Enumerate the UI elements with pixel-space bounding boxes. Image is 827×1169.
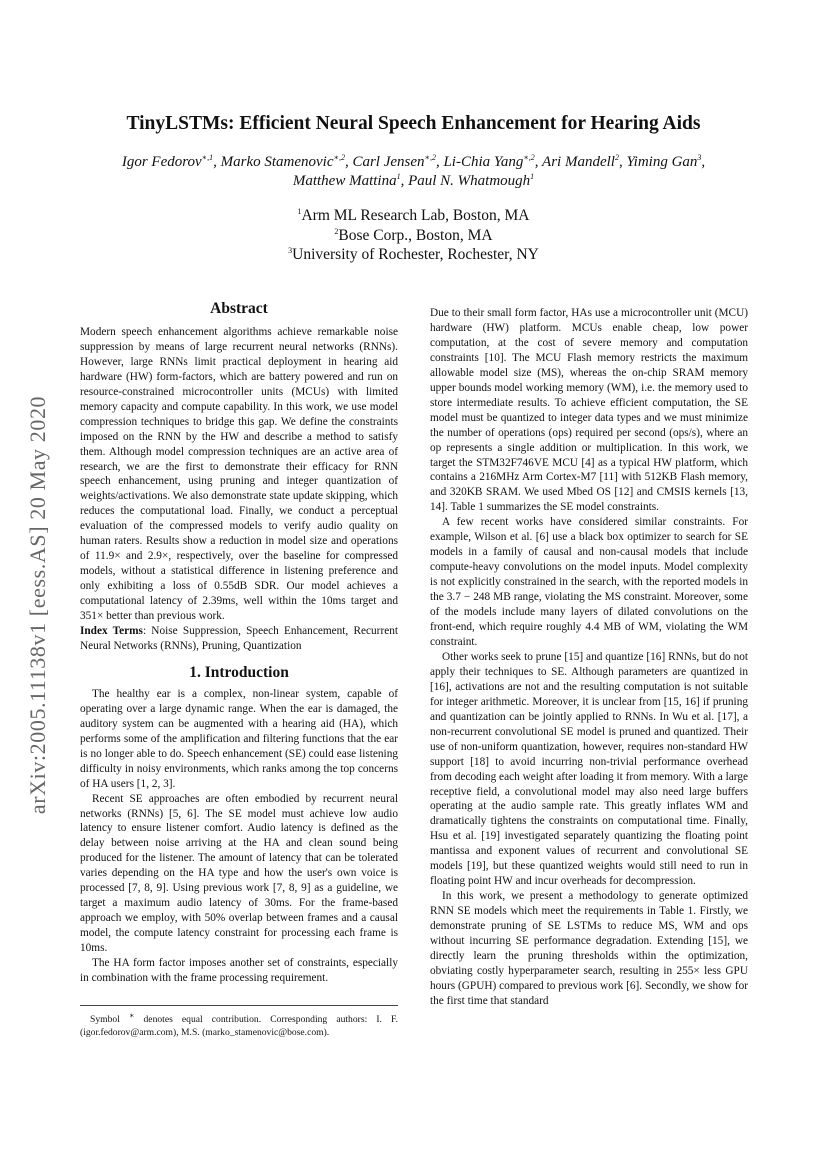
body-paragraph: A few recent works have considered similar constraints. For example, Wilson et al. [6] use a black box optimizer to search for SE models in a family of causal and non-causal models that include compute-heavy convolutions on the model inputs. Model complexity is not explicitly constrained in the search, with the reported models in the 3.7 − 248 MB range, violating the MS constraint. Moreover, some of the models include many layers of dilated convolutions on the front-end, which require roughly 4.4 MB of WM, violating the WM constraint. — [430, 516, 748, 648]
affiliation-3: $^3$University of Rochester, Rochester, NY — [288, 245, 539, 263]
author-list — [75, 153, 752, 191]
body-paragraph: Due to their small form factor, HAs use a microcontroller unit (MCU) hardware (HW) platform. MCUs enable cheap, low power computation, at the cost of severe memory and computation constraints [10]. The MCU Flash memory restricts the maximum allowable model size (MS), whereas the on-chip SRAM memory upper bounds model working memory (WM), i.e. the memory used to store intermediate results. To achieve efficient computation, the SE model must be quantized to integer data types and we must minimize the number of operations (ops) required per second (ops/s), where an op represents a single addition or multiplication. In this work, we target the STM32F746VE MCU [4] as a typical HW platform, which contains a 216MHz Arm Cortex-M7 [11] with 512KB Flash memory, and 320KB SRAM. We used Mbed OS [12] and CMSIS kernels [13, 14]. Table 1 summarizes the SE model constraints. — [430, 307, 748, 514]
arxiv-id: arXiv:2005.11138v1 [eess.AS] 20 May 2020 — [25, 395, 50, 815]
affiliations — [150, 206, 677, 265]
affiliation-2: $^2$Bose Corp., Boston, MA — [334, 226, 493, 244]
abstract-text: Modern speech enhancement algorithms achieve remarkable noise suppression by means of large recurrent neural networks (RNNs). However, large RNNs limit practical deployment in hearing aid hardware (HW) form-factors, which are battery powered and run on resource-constrained microcontroller units (MCUs) with limited memory capacity and compute capability. In this work, we use model compression techniques to bridge this gap. We define the constraints imposed on the RNN by the HW and describe a method to satisfy them. Although model compression techniques are an active area of research, we are the first to demonstrate their efficacy for RNN speech enhancement, using pruning and integer quantization of weights/activations. We also demonstrate state update skipping, which reduces the computational load. Finally, we conduct a perceptual evaluation of the compressed models to verify audio quality on human raters. Results show a reduction in model size and operations of 11.9× and 2.9×, respectively, over the baseline for compressed models, without a statistical difference in listening preference and only exhibiting a loss of 0.55dB SDR. Our model achieves a computational latency of 2.39ms, well within the 10ms target and 351× better than previous work. — [80, 325, 398, 623]
author-line-1: Igor Fedorov$^{∗,1}$, Marko Stamenovic$^{∗,2}$, Carl Jensen$^{∗,2}$, Li-Chia Yang$^{∗,2}$, Ari Mandell$^2$, Yiming Gan$^3$, — [121, 153, 706, 170]
affiliation-1: $^1$Arm ML Research Lab, Boston, MA — [297, 206, 530, 224]
body-paragraph: In this work, we present a methodology to generate optimized RNN SE models which meet the requirements in Table 1. Firstly, we demonstrate pruning of SE LSTMs to reduce MS, WM and ops without incurring SE performance degradation. Extending [15], we directly learn the pruning thresholds within the optimization, obviating costly hyperparameter search, resulting in 255× less GPU hours (GPUH) compared to previous work [6]. Secondly, we show for the first time that standard — [430, 890, 748, 1007]
footnote-text: Symbol ∗ denotes equal contribution. Corresponding authors: I. F. (igor.fedorov@arm.com), M.S. (marko_stamenovic@bose.com). — [80, 1010, 398, 1038]
index-terms-text: : Noise Suppression, Speech Enhancement, Recurrent Neural Networks (RNNs), Pruning, Quantization — [80, 625, 399, 652]
left-column — [80, 302, 398, 986]
intro-paragraph: The HA form factor imposes another set of constraints, especially in combination with the frame processing requirement. — [80, 957, 398, 984]
right-column — [430, 306, 748, 1009]
intro-paragraph: The healthy ear is a complex, non-linear system, capable of operating over a large dynamic range. When the ear is damaged, the auditory system can be augmented with a hearing aid (HA), which performs some of the amplification and filtering functions that the ear is no longer able to do. Speech enhancement (SE) could ease listening difficulty in noisy environments, which ranks among the top concerns of HA users [1, 2, 3]. — [80, 687, 398, 790]
author-line-2: Matthew Mattina$^1$, Paul N. Whatmough$^1$ — [292, 172, 535, 189]
paper-title: TinyLSTMs: Efficient Neural Speech Enhancement for Hearing Aids — [126, 113, 701, 134]
index-terms — [80, 624, 398, 654]
footnote — [80, 1005, 398, 1039]
arxiv-stamp — [22, 345, 54, 865]
intro-paragraph: Recent SE approaches are often embodied by recurrent neural networks (RNNs) [5, 6]. The SE model must achieve low audio latency to ensure listener comfort. Audio latency is defined as the delay between noise arriving at the HA and clean sound being produced for the listener. The amount of latency that can be tolerated varies depending on the HA type and how the user's own voice is processed [7, 8, 9]. Using previous work [7, 8, 9] as a guideline, we target a maximum audio latency of 30ms. For the frame-based approach we employ, with 50% overlap between frames and a causal model, the compute latency constraint for processing each frame is 10ms. — [80, 792, 398, 955]
body-paragraph: Other works seek to prune [15] and quantize [16] RNNs, but do not apply their techniques to SE. Although parameters are quantized in [16], activations are not and the resulting computation is not suitable for integer arithmetic. Moreover, it is unclear from [15, 16] if pruning and quantization can be jointly applied to RNNs. In Wu et al. [17], a non-recurrent convolutional SE model is pruned and quantized. Their use of non-uniform quantization, however, requires non-standard HW support [18] to avoid incurring non-trivial performance overhead from decoding each weight after loading it from memory. With a large receptive field, a convolutional model may also need large buffers operating at the audio sample rate. This greatly inflates WM and dramatically tightens the constraints on computational time. Finally, Hsu et al. [19] investigated separately quantizing the floating point mantissa and exponent values of recurrent and convolutional SE models [19], but these quantized weights would still need to run in floating point HW and incur overheads for decompression. — [430, 650, 748, 888]
index-terms-label: Index Terms — [80, 625, 143, 638]
intro-heading: 1. Introduction — [189, 663, 289, 681]
abstract-heading: Abstract — [210, 300, 268, 317]
